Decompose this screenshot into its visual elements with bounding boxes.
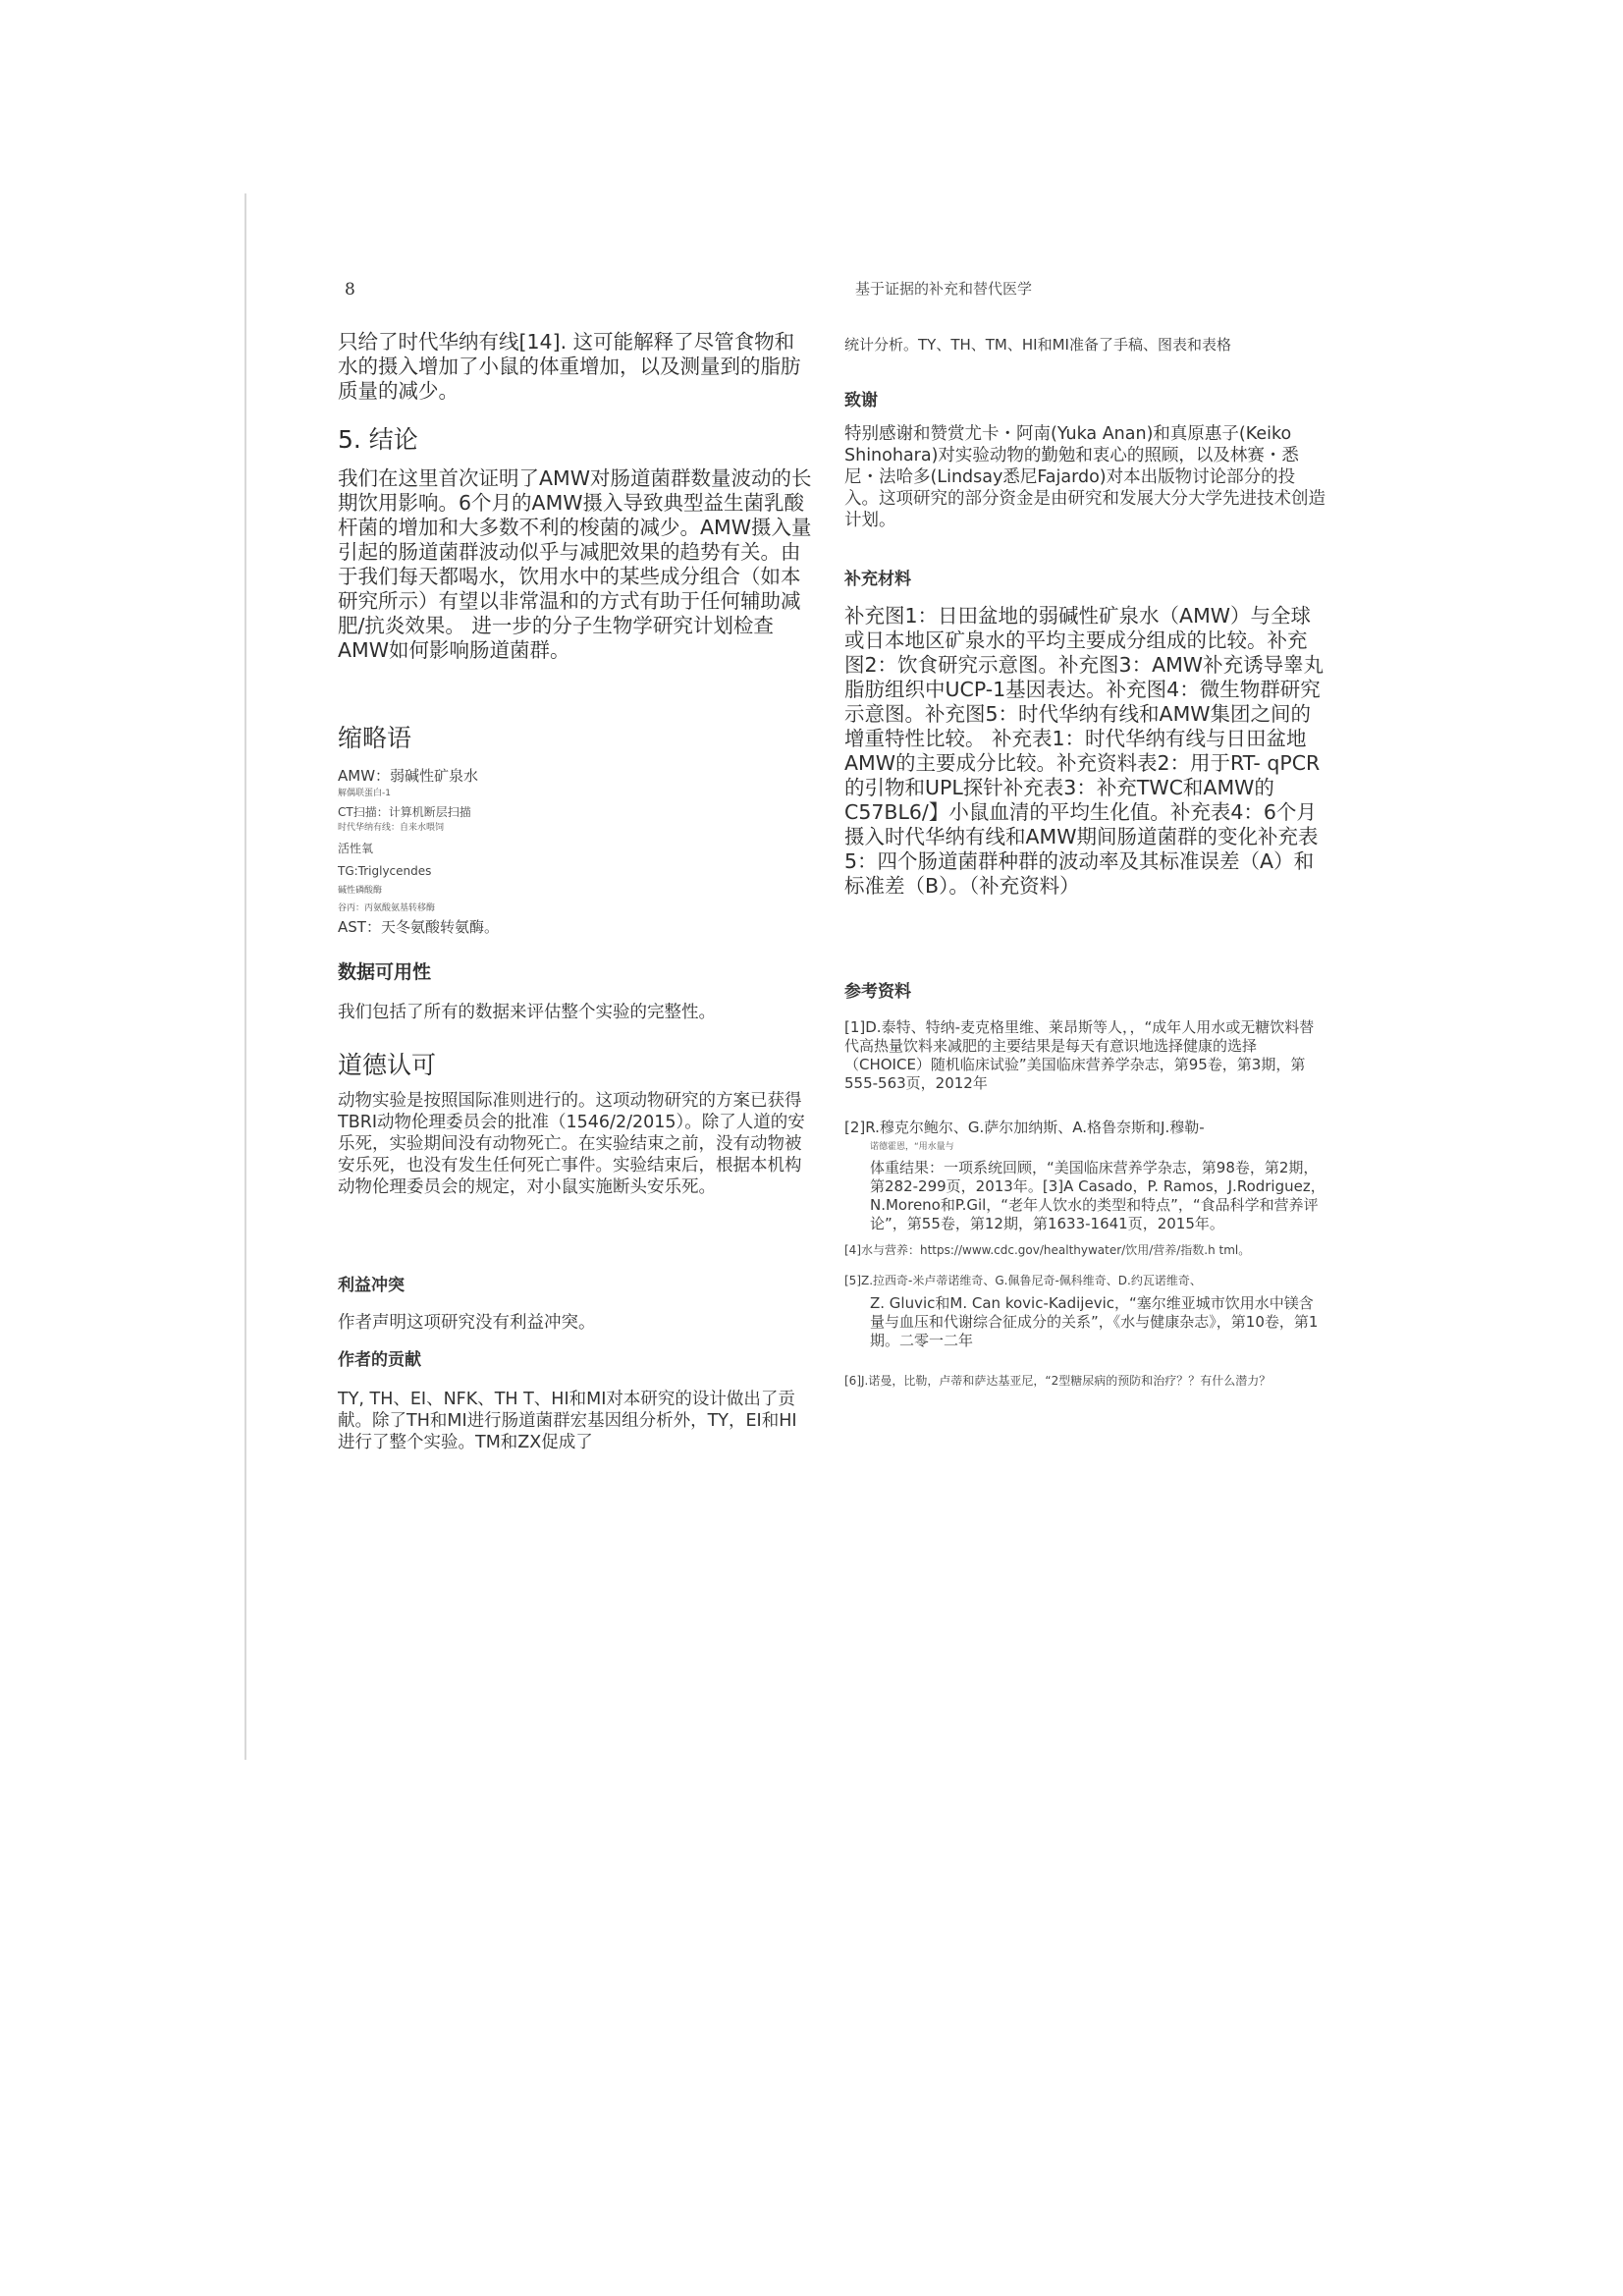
data-availability-heading: 数据可用性 [338, 961, 432, 983]
reference-1: [1]D.泰特、特纳-麦克格里维、莱昂斯等人，，“成年人用水或无糖饮料替代高热量饮料来减肥的主要结果是每天有意识地选择健康的选择（CHOICE）随机临床试验”美国临床营养学杂志，第95卷，第3期，第555-563页，2012年 [844, 1018, 1315, 1092]
abbreviation-item: CT扫描：计算机断层扫描 [338, 805, 471, 819]
abbreviation-item: AMW：弱碱性矿泉水 [338, 767, 479, 785]
page-gutter-line [244, 193, 246, 1760]
reference-5-body: Z. Gluvic和M. Can kovic-Kadijevic，“塞尔维亚城市饮用水中镁含量与血压和代谢综合征成分的关系”，《水与健康杂志》，第10卷，第1期。二零一二年 [870, 1294, 1319, 1349]
reference-2-3-body: 体重结果：一项系统回顾，“美国临床营养学杂志，第98卷，第2期，第282-299页，2013年。[3]A Casado，P. Ramos，J.Rodriguez，N.Moreno和P.Gil，“老年人饮水的类型和特点”，“食品科学和营养评论”，第55卷，第12期，第1633-1641页，2015年。 [870, 1159, 1325, 1232]
left-column [338, 330, 813, 1453]
page-number: 8 [345, 280, 355, 300]
data-availability-text: 我们包括了所有的数据来评估整个实验的完整性。 [338, 1003, 716, 1022]
acknowledgments-text: 特别感谢和赞赏尤卡・阿南(Yuka Anan)和真原惠子(Keiko Shinohara)对实验动物的勤勉和衷心的照顾，以及林赛・悉尼・法哈多(Lindsay悉尼Fajardo)对本出版物讨论部分的投入。这项研究的部分资金是由研究和发展大分大学先进技术创造计划。 [844, 424, 1325, 530]
contributions-continuation: 统计分析。TY、TH、TM、HI和MI准备了手稿、图表和表格 [844, 336, 1231, 354]
right-column [844, 330, 1325, 1389]
reference-5-line-1: [5]Z.拉西奇-米卢蒂诺维奇、G.佩鲁尼奇-佩科维奇、D.约瓦诺维奇、 [844, 1274, 1202, 1287]
intro-paragraph: 只给了时代华纳有线[14]. 这可能解释了尽管食物和水的摄入增加了小鼠的体重增加，以及测量到的脂肪质量的减少。 [338, 330, 801, 403]
supplementary-heading: 补充材料 [844, 570, 911, 589]
reference-2-line-2: 诺德霍恩，“用水量与 [870, 1142, 954, 1152]
ethics-heading: 道德认可 [338, 1051, 437, 1079]
abbreviation-item: 时代华纳有线：自来水喂饲 [338, 823, 445, 833]
conclusion-heading: 5. 结论 [338, 425, 418, 454]
ethics-text: 动物实验是按照国际准则进行的。这项动物研究的方案已获得TBRI动物伦理委员会的批准（1546/2/2015）。除了人道的安乐死，实验期间没有动物死亡。在实验结束之前，没有动物被安乐死，也没有发生任何死亡事件。实验结束后，根据本机构动物伦理委员会的规定，对小鼠实施断头安乐死。 [338, 1091, 805, 1197]
contributions-text: TY, TH、EI、NFK、TH T、HI和MI对本研究的设计做出了贡献。除了TH和MI进行肠道菌群宏基因组分析外，TY，EI和HI进行了整个实验。TM和ZX促成了 [338, 1390, 797, 1452]
references-heading: 参考资料 [844, 982, 911, 1002]
conflict-text: 作者声明这项研究没有利益冲突。 [338, 1313, 596, 1333]
abbreviation-item: AST：天冬氨酸转氨酶。 [338, 918, 499, 936]
running-head: 基于证据的补充和替代医学 [855, 280, 1033, 298]
supplementary-text: 补充图1：日田盆地的弱碱性矿泉水（AMW）与全球或日本地区矿泉水的平均主要成分组成的比较。补充图2：饮食研究示意图。补充图3：AMW补充诱导睾丸脂肪组织中UCP-1基因表达。补充图4：微生物群研究示意图。补充图5：时代华纳有线和AMW集团之间的增重特性比较。 补充表1：时代华纳有线与日田盆地AMW的主要成分比较。补充资料表2：用于RT- qPCR的引物和UPL探针补充表3：补充TWC和AMW的C57BL6/】小鼠血清的平均生化值。补充表4：6个月摄入时代华纳有线和AMW期间肠道菌群的变化补充表5：四个肠道菌群种群的波动率及其标准误差（A）和标准差（B）。（补充资料） [844, 604, 1325, 898]
reference-2-line-1: [2]R.穆克尔鲍尔、G.萨尔加纳斯、A.格鲁奈斯和J.穆勒- [844, 1119, 1205, 1136]
abbreviation-item: 活性氧 [338, 842, 374, 855]
acknowledgments-heading: 致谢 [844, 391, 878, 410]
contributions-heading: 作者的贡献 [338, 1350, 421, 1370]
abbreviation-item: 解偶联蛋白-1 [338, 789, 391, 798]
abbreviations-heading: 缩略语 [338, 724, 412, 752]
abbreviation-item: 谷丙：丙氨酸氨基转移酶 [338, 903, 436, 913]
reference-6: [6]J.诺曼，比勒，卢蒂和萨达基亚尼，“2型糖尿病的预防和治疗？？有什么潜力？ [844, 1374, 1271, 1388]
abbreviation-item: 碱性磷酸酶 [338, 886, 383, 896]
abbreviations-list [338, 767, 813, 937]
conflict-heading: 利益冲突 [338, 1276, 405, 1295]
conclusion-text: 我们在这里首次证明了AMW对肠道菌群数量波动的长期饮用影响。6个月的AMW摄入导致典型益生菌乳酸杆菌的增加和大多数不利的梭菌的减少。AMW摄入量引起的肠道菌群波动似乎与减肥效果的趋势有关。由于我们每天都喝水，饮用水中的某些成分组合（如本研究所示）有望以非常温和的方式有助于任何辅助减肥/抗炎效果。 进一步的分子生物学研究计划检查AMW如何影响肠道菌群。 [338, 466, 812, 662]
reference-4: [4]水与营养：https://www.cdc.gov/healthywater/饮用/营养/指数.h tml。 [844, 1243, 1251, 1257]
abbreviation-item: TG:Triglycendes [338, 864, 432, 878]
